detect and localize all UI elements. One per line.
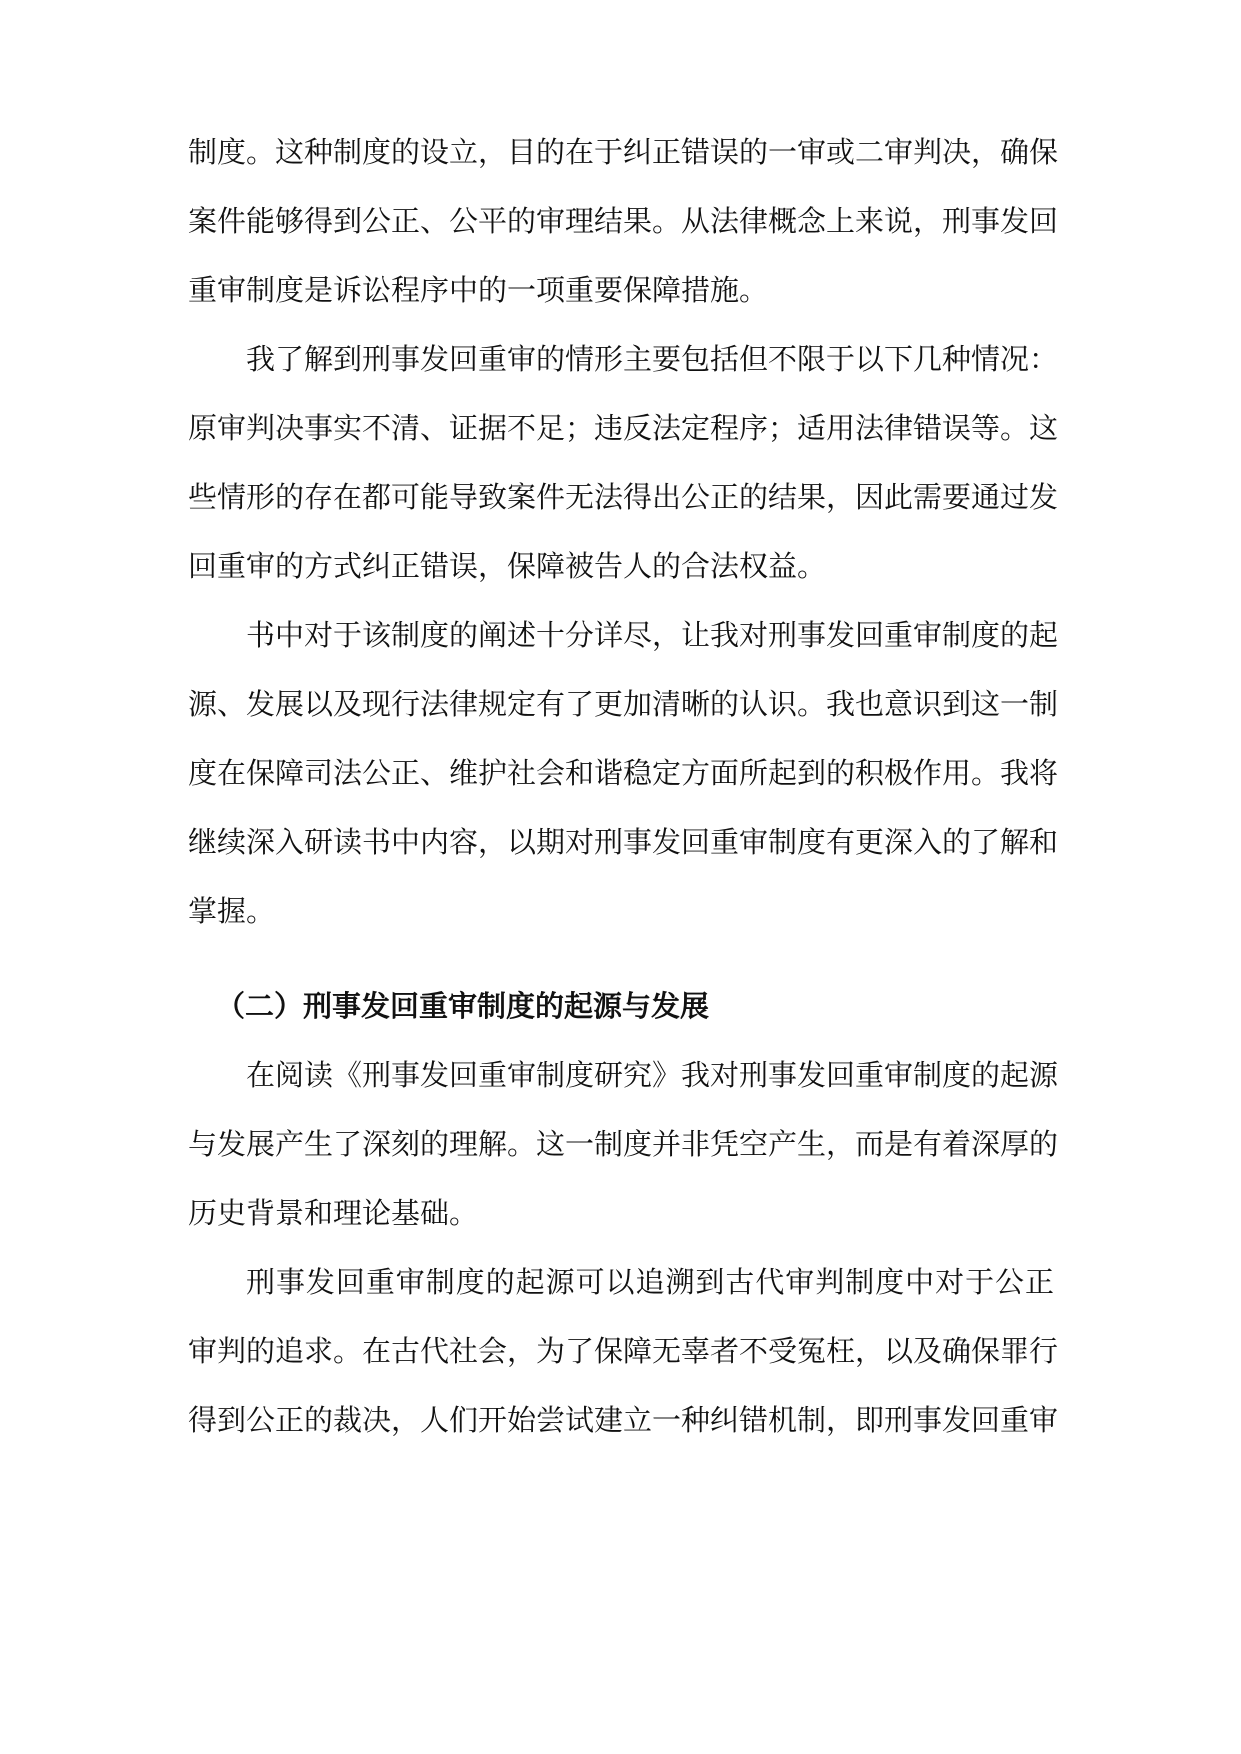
paragraph-line: 原审判决事实不清、证据不足；违反法定程序；适用法律错误等。这 <box>188 411 1059 445</box>
paragraph-line: 得到公正的裁决，人们开始尝试建立一种纠错机制，即刑事发回重审 <box>188 1403 1059 1437</box>
paragraph-line: 制度。这种制度的设立，目的在于纠正错误的一审或二审判决，确保 <box>188 135 1059 169</box>
paragraph-line: 继续深入研读书中内容，以期对刑事发回重审制度有更深入的了解和 <box>188 825 1059 859</box>
paragraph-line: 审判的追求。在古代社会，为了保障无辜者不受冤枉，以及确保罪行 <box>188 1334 1059 1368</box>
paragraph-line: 案件能够得到公正、公平的审理结果。从法律概念上来说，刑事发回 <box>188 204 1059 238</box>
section-heading: （二）刑事发回重审制度的起源与发展 <box>216 989 710 1023</box>
paragraph-line: 回重审的方式纠正错误，保障被告人的合法权益。 <box>188 549 827 583</box>
paragraph-line: 书中对于该制度的阐述十分详尽，让我对刑事发回重审制度的起 <box>246 618 1059 652</box>
paragraph-line: 刑事发回重审制度的起源可以追溯到古代审判制度中对于公正 <box>246 1265 1054 1299</box>
paragraph-line: 些情形的存在都可能导致案件无法得出公正的结果，因此需要通过发 <box>188 480 1059 514</box>
paragraph-line: 度在保障司法公正、维护社会和谐稳定方面所起到的积极作用。我将 <box>188 756 1059 790</box>
paragraph-line: 掌握。 <box>188 894 276 928</box>
paragraph-line: 历史背景和理论基础。 <box>188 1196 479 1230</box>
paragraph-line: 在阅读《刑事发回重审制度研究》我对刑事发回重审制度的起源 <box>246 1058 1059 1092</box>
paragraph-line: 重审制度是诉讼程序中的一项重要保障措施。 <box>188 273 769 307</box>
paragraph-line: 源、发展以及现行法律规定有了更加清晰的认识。我也意识到这一制 <box>188 687 1059 721</box>
paragraph-line: 与发展产生了深刻的理解。这一制度并非凭空产生，而是有着深厚的 <box>188 1127 1059 1161</box>
paragraph-line: 我了解到刑事发回重审的情形主要包括但不限于以下几种情况： <box>246 342 1059 376</box>
